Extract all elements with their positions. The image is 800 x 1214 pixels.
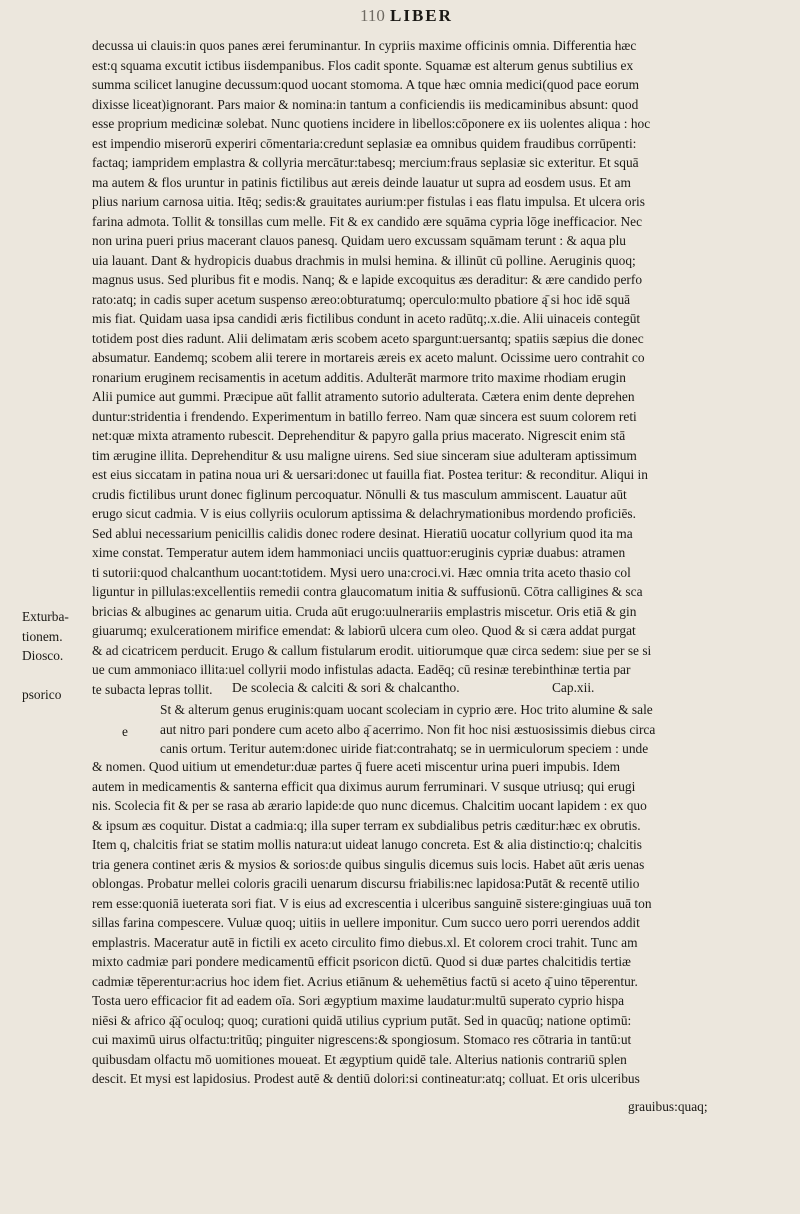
text-line: tionem. bbox=[22, 628, 63, 644]
margin-mark-e: e bbox=[122, 724, 128, 739]
text-line: giuarumq; exulcerationem mirifice emendat: & labiorū ulcera cum oleo. Quod & si cæra addat purgat bbox=[92, 623, 636, 638]
text-line: erugo sicut cadmia. V is eius collyriis oculorum aptissima & delachrymationibus mordendo proficiēs. bbox=[92, 506, 636, 521]
text-line: totidem post dies radunt. Alii delimatam æris scobem aceto spargunt:uersantq; spatiis sæpius die donec bbox=[92, 330, 644, 346]
text-line: est:q squama excutit ictibus iisdempanibus. Flos cadit sponte. Squamæ est alterum genus subtilius ex bbox=[92, 57, 634, 73]
text-line: ronarium eruginem recisamentis in acetum additis. Adulterāt marmore trito maxime rhodiam erugin bbox=[92, 369, 626, 385]
text-line: te subacta lepras tollit. bbox=[92, 681, 213, 697]
text-line: Alii pumice aut gummi. Præcipue aūt fallit atramento sutorio adulterata. Cætera enim dente deprehen bbox=[92, 389, 635, 404]
text-line: uia lauant. Dant & hydropicis duabus drachmis in mulsi hemina. & illinūt cū polline. Aeruginis quoq; bbox=[92, 252, 636, 268]
text-line: summa scilicet lanugine decussum:quod uocant stomoma. A tque hæc omnia medici(quod pace eorum bbox=[92, 77, 640, 92]
text-line: mixto cadmiæ pari pondere medicamentū efficit psoricon dictū. Quod si duæ partes chalcitidis tertiæ bbox=[92, 954, 631, 969]
chapter-number: Cap.xii. bbox=[552, 680, 595, 695]
text-line: emplastris. Maceratur autē in fictili ex aceto circulito fimo diebus.xl. Et colorem croci trahit. Tunc am bbox=[92, 934, 638, 950]
text-line: plius narium carnosa uitia. Itēq; sedis:& grauitates aurium:per fistulas i eas flatu impulsa. Et ulcera oris bbox=[92, 194, 645, 209]
body-text-part1 bbox=[92, 36, 718, 699]
text-line: decussa ui clauis:in quos panes ærei feruminantur. In cypriis maxime officinis omnia. Differentia hæc bbox=[92, 38, 637, 53]
text-line: factaq; iampridem emplastra & collyria mercātur:tabesq; mercium:fraus seplasiæ sic exteritur. Et squā bbox=[92, 155, 639, 170]
page-number: 110 bbox=[360, 6, 385, 25]
chapter-heading bbox=[92, 680, 718, 700]
text-line: Tosta uero efficacior fit ad eadem oīa. Sori ægyptium maxime laudatur:multū superato cyprio hispa bbox=[92, 993, 625, 1008]
text-line: descit. Et mysi est lapidosius. Prodest autē & dentiū dolori:si contineatur:atq; colluat. Et oris ulceribus bbox=[92, 1071, 640, 1086]
text-line: est eius siccatam in patina noua uri & uersari:donec ut fauilla fiat. Postea teritur: & reconditur. Aliqui in bbox=[92, 467, 648, 482]
text-line: ue cum ammoniaco illita:uel collyrii modo infistulas adacta. Eadēq; cū resinæ terebinthinæ tertia par bbox=[92, 662, 631, 677]
text-line: Exturba- bbox=[22, 609, 69, 624]
text-line: farina admota. Tollit & tonsillas cum melle. Fit & ex candido ære squāma cypria lōge inefficacior. Nec bbox=[92, 213, 643, 229]
text-line: Diosco. bbox=[22, 648, 64, 663]
text-line: crudis fictilibus urunt donec figlinum percoquatur. Nōnulli & tus masculum ammiscent. Lauatur aūt bbox=[92, 486, 627, 502]
text-line: liguntur in pillulas:excellentiis remedii contra glaucomatum initia & suffusionū. Cōtra calligines & sca bbox=[92, 584, 643, 599]
text-line: dixisse liceat)ignorant. Pars maior & nomina:in tantum a conficiendis iis medicaminibus absunt: quod bbox=[92, 96, 639, 112]
body-text-part2 bbox=[160, 700, 718, 759]
text-line: Item q, chalcitis friat se statim mollis natura:ut uideat lanugo concreta. Est & alia distinctio:q; chalcitis bbox=[92, 837, 642, 852]
text-line: magnus usus. Sed pluribus fit e modis. Nanq; & e lapide excoquitus æs deraditur: & ære candido perfo bbox=[92, 272, 643, 287]
text-line: mis fiat. Quidam uasa ipsa candidi æris fictilibus condunt in aceto radūtq;.x.die. Alii uinaceis contegūt bbox=[92, 311, 641, 326]
text-line: oblongas. Probatur mellei coloris gracili uenarum discursu friabilis:nec lapidosa:Putāt & recentē utilio bbox=[92, 876, 640, 891]
running-header bbox=[360, 6, 560, 28]
chapter-title: De scolecia & calciti & sori & chalcantho. bbox=[232, 680, 460, 695]
text-line: autem in medicamentis & santerna efficit qua diximus aurum ferruminari. V susque utriusq; qui erugi bbox=[92, 778, 636, 794]
text-line: nis. Scolecia fit & per se rasa ab ærario lapide:de quo nunc dicemus. Chalcitim uocant lapidem : ex quo bbox=[92, 798, 647, 813]
text-line: tim ærugine illita. Deprehenditur & usu maligne uirens. Sed siue sinceram siue adulteram aptissimum bbox=[92, 447, 637, 463]
text-line: & ad cicatricem perducit. Erugo & callum fistularum erodit. uitiorumque quæ circa sedem: siue per se si bbox=[92, 642, 652, 658]
text-line: sillas farina compescere. Vuluæ quoq; uitiis in uellere imponitur. Cum succo uero porri uerendos addit bbox=[92, 915, 640, 930]
text-line: & nomen. Quod uitium ut emendetur:duæ partes q̄ fuere aceti miscentur urina pueri impubis. Idem bbox=[92, 759, 621, 774]
text-line: ma autem & flos uruntur in patinis fictilibus aut æreis deinde lauatur ut supra ad eosdem usus. Et am bbox=[92, 174, 631, 190]
text-line: aut nitro pari pondere cum aceto albo ą̄ acerrimo. Non fit hoc nisi æstuosissimis diebus circa bbox=[160, 721, 656, 737]
text-line: est impendio miserorū experiri cōmentaria:credunt seplasiæ ea omnibus quidem fraudibus corrūpenti: bbox=[92, 135, 637, 151]
text-line: cui maximū uirus olfactu:tritūq; pinguiter nigrescens:& spongiosum. Stomaco res cōtraria in tantū:ut bbox=[92, 1032, 632, 1047]
margin-note-exturbationem bbox=[22, 607, 69, 666]
text-line: St & alterum genus eruginis:quam uocant scoleciam in cyprio ære. Hoc trito alumine & sale bbox=[160, 702, 653, 717]
text-line: duntur:stridentia i frendendo. Experimentum in batillo ferreo. Nam quæ sincera est suum colorem reti bbox=[92, 408, 637, 424]
margin-note-psorico: psorico bbox=[22, 687, 62, 702]
text-line: non urina pueri prius macerant clauos panesq. Quidam uero excussam squāmam terunt : & aqua plu bbox=[92, 233, 626, 248]
body-text-part3 bbox=[92, 757, 718, 1089]
text-line: absumatur. Eandemq; scobem alii terere in mortareis æreis ex aceto malunt. Ocissime uero contrahit co bbox=[92, 350, 645, 365]
text-line: Sed ablui necessarium penicillis calidis donec rodere desinat. Hieratiū uocatur collyrium quod ita ma bbox=[92, 525, 633, 541]
text-line: xime constat. Temperatur autem idem hammoniaci unciis quattuor:eruginis cypriæ duabus: atramen bbox=[92, 545, 626, 560]
text-line: rem esse:quoniā iueterata sori fiat. V is eius ad excrescentia i ulceribus sanguinē sistere:gingiuas uuā ton bbox=[92, 895, 652, 911]
text-line: cadmiæ tēperentur:acrius hoc idem fiet. Acrius etiānum & uehemētius factū si aceto ą̄ uino tēperentur. bbox=[92, 973, 638, 989]
text-line: canis ortum. Teritur autem:donec uiride fiat:contrahatq; se in uermiculorum speciem : unde bbox=[160, 741, 649, 756]
running-head: LIBER bbox=[390, 6, 453, 25]
text-line: ti sutorii:quod chalcanthum uocant:totidem. Mysi uero una:croci.vi. Hæc omnia trita aceto thasio col bbox=[92, 564, 631, 580]
text-line: net:quæ mixta atramento rubescit. Deprehenditur & papyro galla prius macerato. Nigrescit enim stā bbox=[92, 428, 626, 443]
text-line: rato:atq; in cadis super acetum suspenso æreo:obturatumq; operculo:multo pbatiore ą̄ si hoc idē squā bbox=[92, 291, 631, 307]
catchword: grauibus:quaq; bbox=[628, 1099, 708, 1114]
text-line: esse proprium medicinæ solebat. Nunc quotiens incidere in libellos:cōponere ex iis uolentes aliqua : hoc bbox=[92, 116, 651, 131]
text-line: bricias & albugines ac genarum uitia. Cruda aūt erugo:uulnerariis emplastris miscetur. Oris etiā & gin bbox=[92, 603, 637, 619]
text-line: quibusdam olfactu mō uomitiones moueat. Et ægyptium quidē tale. Alterius nationis contrariū splen bbox=[92, 1051, 627, 1067]
text-line: niēsi & africo ą̄ą̄ oculoq; quoq; curationi quidā utilius cyprium putāt. Sed in quacūq; natione optimū: bbox=[92, 1012, 632, 1028]
text-line: & ipsum æs coquitur. Distat a cadmia:q; illa super terram ex subdialibus petris cæditur:hæc ex obrutis. bbox=[92, 817, 641, 833]
text-line: tria genera continet æris & mysios & sorios:de quibus singulis dicemus suis locis. Habet aūt æris uenas bbox=[92, 856, 645, 872]
